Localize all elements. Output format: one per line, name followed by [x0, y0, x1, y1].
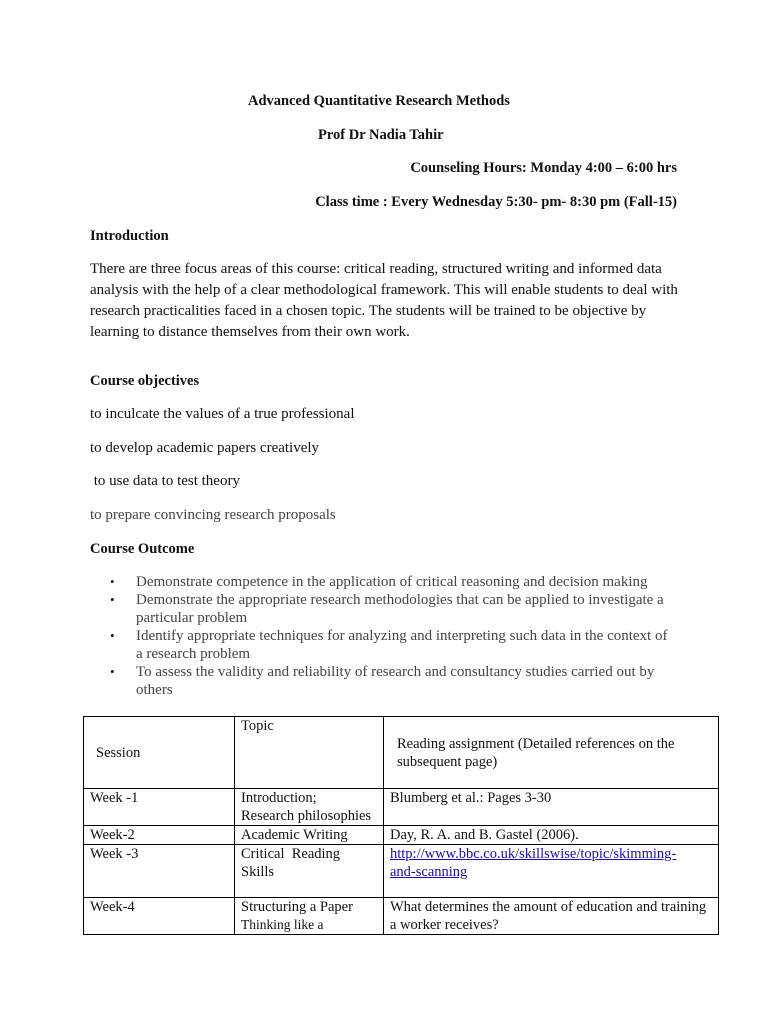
- cell-topic: Structuring a Paper Thinking like a: [235, 898, 384, 935]
- objective-item: to use data to test theory: [90, 473, 240, 489]
- outcome-item: • Demonstrate competence in the application of critical reasoning and decision making: [110, 574, 648, 590]
- objective-item: to prepare convincing research proposals: [90, 507, 336, 523]
- bullet-icon: •: [110, 664, 115, 679]
- document-title: Advanced Quantitative Research Methods: [248, 93, 510, 109]
- table-row: [84, 898, 719, 935]
- outcomes-heading: Course Outcome: [90, 541, 195, 557]
- counseling-hours: Counseling Hours: Monday 4:00 – 6:00 hrs: [410, 160, 677, 176]
- bullet-icon: •: [110, 574, 115, 589]
- bullet-icon: •: [110, 592, 115, 607]
- cell-session: Week -1: [84, 789, 235, 826]
- table-header-row: [84, 717, 719, 789]
- cell-reading: What determines the amount of education and training a worker receives?: [384, 898, 719, 935]
- class-time: Class time : Every Wednesday 5:30- pm- 8:30 pm (Fall-15): [315, 194, 677, 210]
- objectives-heading: Course objectives: [90, 373, 200, 389]
- header-reading: Reading assignment (Detailed references on the subsequent page): [384, 717, 719, 789]
- table-row: [84, 845, 719, 898]
- outcome-item: • Demonstrate the appropriate research methodologies that can be applied to investigate a particular problem: [110, 592, 664, 626]
- outcome-item: • Identify appropriate techniques for analyzing and interpreting such data in the context of a research problem: [110, 628, 668, 662]
- professor-name: Prof Dr Nadia Tahir: [318, 127, 444, 143]
- cell-reading: Day, R. A. and B. Gastel (2006).: [384, 826, 719, 845]
- cell-session: Week-2: [84, 826, 235, 845]
- table-row: [84, 789, 719, 826]
- header-session: Session: [84, 717, 235, 789]
- outcomes-list: [108, 573, 668, 699]
- introduction-heading: Introduction: [90, 228, 169, 244]
- bullet-icon: •: [110, 628, 115, 643]
- cell-session: Week -3: [84, 845, 235, 898]
- outcome-item: • To assess the validity and reliability of research and consultancy studies carried out by others: [110, 664, 655, 698]
- reading-link[interactable]: http://www.bbc.co.uk/skillswise/topic/skimming- and-scanning: [390, 846, 677, 880]
- objective-item: to develop academic papers creatively: [90, 440, 320, 456]
- introduction-paragraph: There are three focus areas of this course: critical reading, structured writing and informed data analysis with the help of a clear methodological framework. This will enable students to deal with research practicalities faced in a chosen topic. The students will be trained to be objective by learning to distance themselves from their own work.: [90, 261, 678, 340]
- cell-reading: Blumberg et al.: Pages 3-30: [384, 789, 719, 826]
- schedule-table: [83, 716, 719, 935]
- cell-topic: Critical Reading Skills: [235, 845, 384, 898]
- table-row: [84, 826, 719, 845]
- objective-item: to inculcate the values of a true professional: [90, 406, 355, 422]
- cell-reading: [384, 845, 719, 898]
- cell-session: Week-4: [84, 898, 235, 935]
- header-topic: Topic: [235, 717, 384, 789]
- cell-topic: Introduction; Research philosophies: [235, 789, 384, 826]
- cell-topic: Academic Writing: [235, 826, 384, 845]
